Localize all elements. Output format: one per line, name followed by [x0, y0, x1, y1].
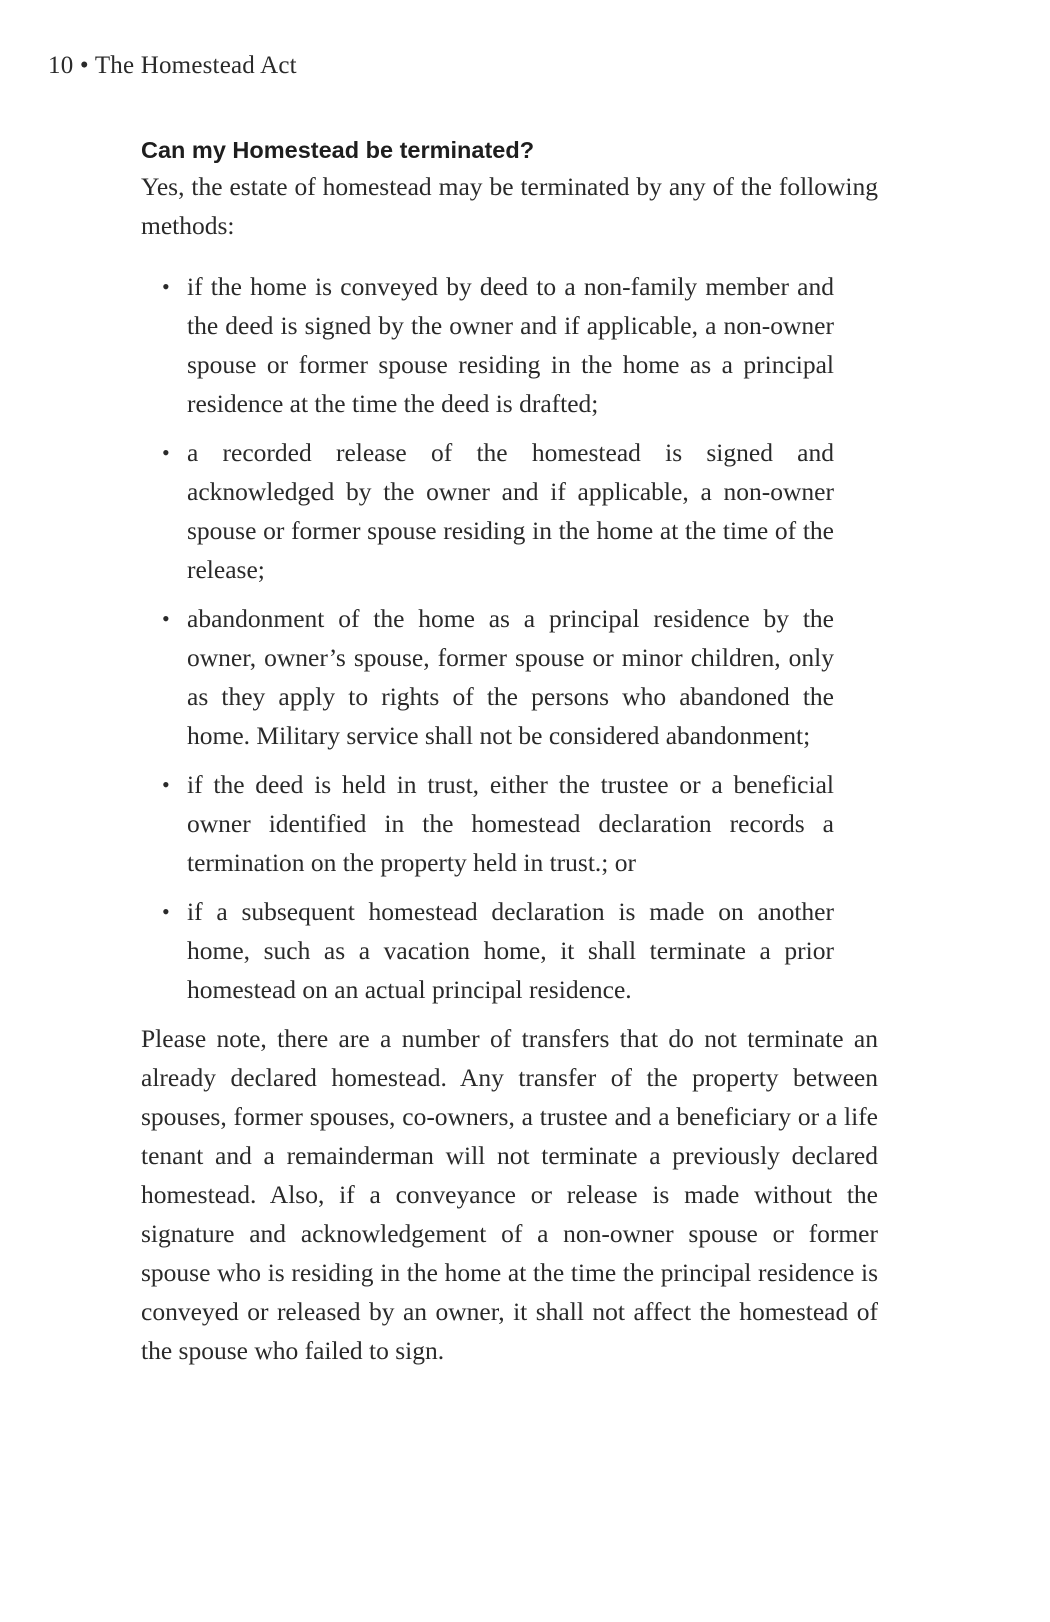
list-item [141, 267, 834, 423]
list-item [141, 892, 834, 1009]
list-item [141, 433, 834, 589]
note-paragraph: Please note, there are a number of transfers that do not terminate an already declared homestead. Any transfer of the property between spouses, former spouses, co-owners, a trustee and a beneficiary or a life tenant and a remainderman will not terminate a previously declared homestead. Also, if a conveyance or release is made without the signature and acknowledgement of a non-owner spouse or former spouse who is residing in the home at the time the principal residence is conveyed or released by an owner, it shall not affect the homestead of the spouse who failed to sign. [141, 1024, 878, 1365]
page-content [141, 133, 878, 1370]
intro-paragraph: Yes, the estate of homestead may be terminated by any of the following methods: [141, 172, 878, 240]
list-item [141, 765, 834, 882]
bullet-icon: • [162, 440, 170, 465]
bullet-icon: • [162, 772, 170, 797]
list-item-text: if the deed is held in trust, either the trustee or a beneficial owner identified in the homestead declaration records a termination on the property held in trust.; or [187, 770, 834, 877]
list-item-text: abandonment of the home as a principal residence by the owner, owner’s spouse, former spouse or minor children, only as they apply to rights of the persons who abandoned the home. Military service shall not be considered abandonment; [187, 604, 834, 750]
book-title: The Homestead Act [94, 52, 297, 79]
header-separator: • [79, 52, 89, 79]
list-item-text: if the home is conveyed by deed to a non-family member and the deed is signed by the owner and if applicable, a non-owner spouse or former spouse residing in the home as a principal residence at the time the deed is drafted; [187, 272, 834, 418]
list-item-text: a recorded release of the homestead is signed and acknowledged by the owner and if applicable, a non-owner spouse or former spouse residing in the home at the time of the release; [187, 438, 834, 584]
termination-methods-list [141, 267, 878, 1009]
bullet-icon: • [162, 274, 170, 299]
running-header [48, 52, 297, 80]
page-number: 10 [48, 52, 74, 79]
bullet-icon: • [162, 899, 170, 924]
list-item [141, 599, 834, 755]
list-item-text: if a subsequent homestead declaration is made on another home, such as a vacation home, it shall terminate a prior homestead on an actual principal residence. [187, 897, 834, 1004]
bullet-icon: • [162, 606, 170, 631]
section-heading: Can my Homestead be terminated? [141, 137, 535, 163]
